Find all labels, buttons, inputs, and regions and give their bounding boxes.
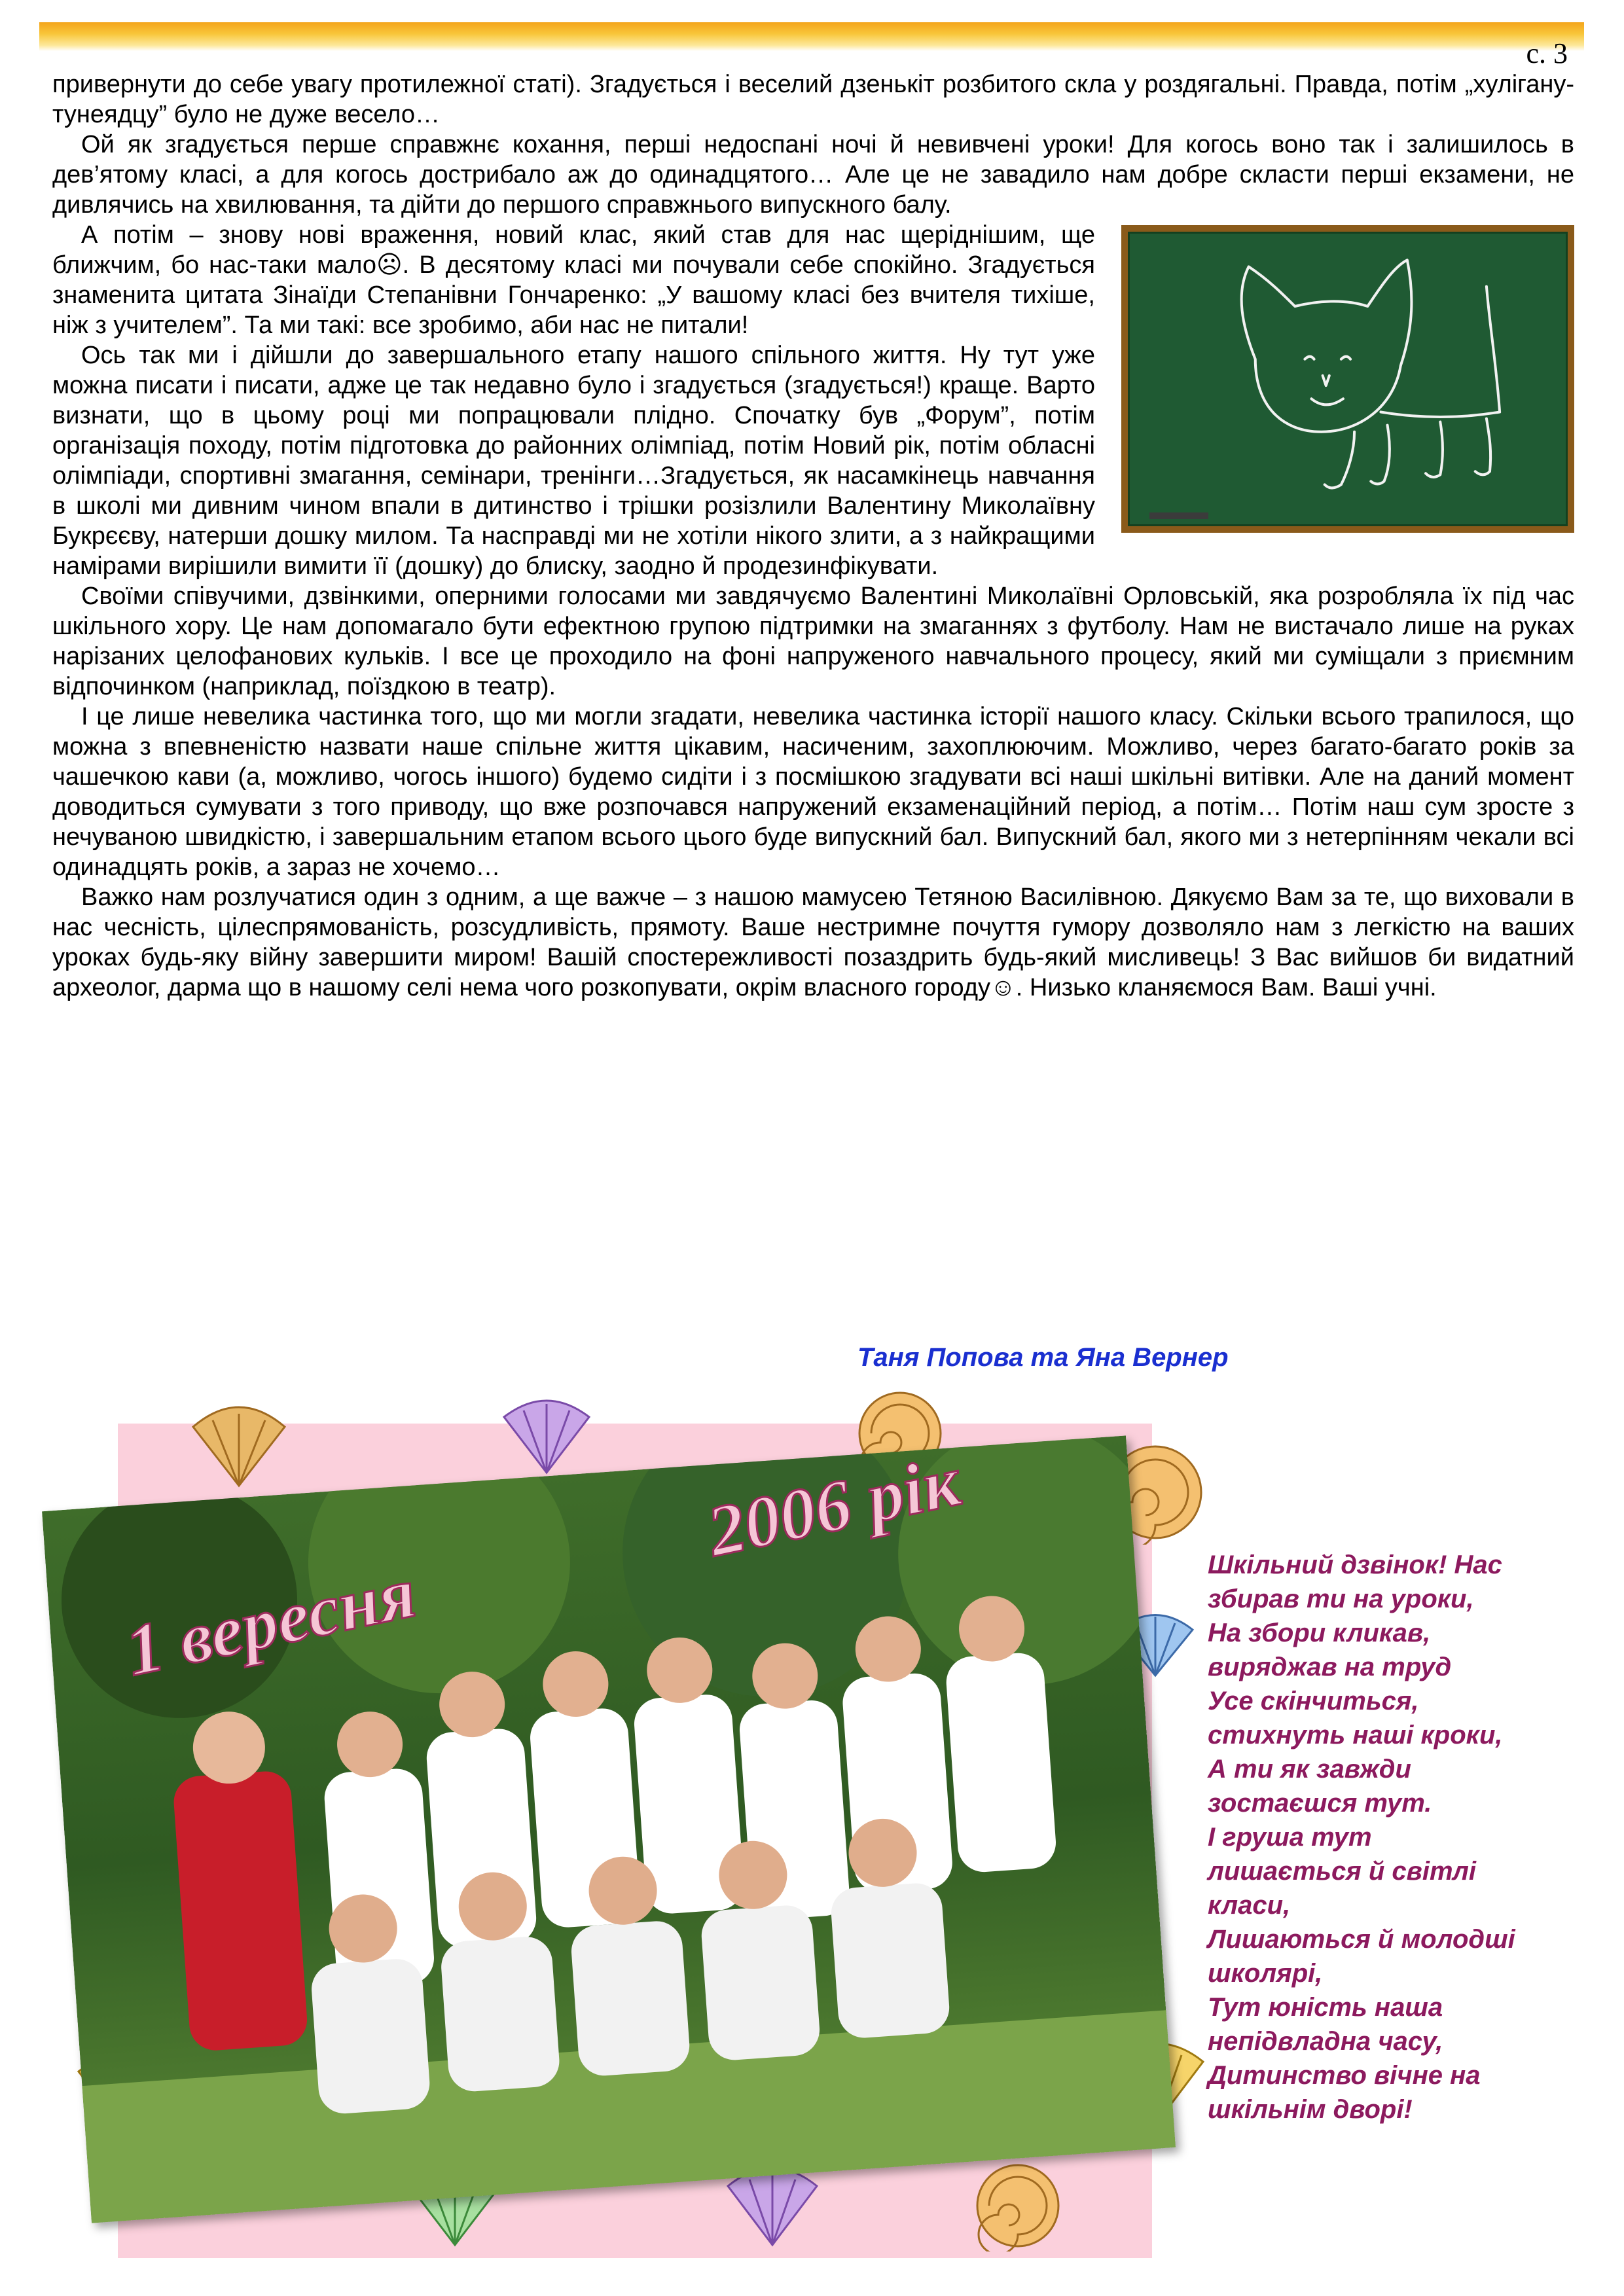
paragraph-1: привернути до себе увагу протилежної статі). Згадується і веселий дзенькіт розбитого скла у роздягальні. Правда, потім „хуліганy-тунеядцу” було не дуже весело…	[52, 71, 1574, 128]
paragraph-4: Ось так ми і дійшли до завершального етапу нашого спільного життя. Ну тут уже можна писати і писати, адже це так недавно було і згадується (згадується!) краще. Варто визнати, що в цьому році ми попрацювали плідно. Спочатку був „Форум”, потім організація походу, потім підготовка до районних олімпіад, потім Новий рік, потім обласні олімпіади, спортивні змагання, семінари, тренінги…Згадується, як насамкінець навчання в школі ми дивним чином впали в дитинство і трішки розізлили Валентину Миколаївну Букрєєву, натерши дошку милом. Та насправді ми не хотіли нікого злити, а з найкращими намірами вирішили вимити її (дошку) до блиску, заодно й продезинфікувати.	[52, 342, 1095, 580]
cat-drawing	[1130, 234, 1566, 524]
article-body	[52, 69, 1574, 1003]
poem-line: Шкільний дзвінок! Нас	[1208, 1551, 1502, 1579]
chalkboard-image	[1121, 225, 1574, 533]
photo-caption-date: 1 вересня	[118, 1552, 423, 1691]
poem-line: непідвладна часу,	[1208, 2027, 1443, 2056]
paragraph-5: Своїми співучими, дзвінкими, оперними голосами ми завдячуємо Валентині Миколаївні Орловській, яка розробляла їх під час шкільного хору. Це нам допомагало бути ефектною групою підтримки на змаганнях з футболу. Нам не вистачало лише на руках нарізаних целофанових кульків. І все це проходило на фоні напруженого навчального процесу, який ми суміщали з приємним відпочинком (наприклад, поїздкою в театр).	[52, 583, 1574, 700]
seashell-icon	[183, 1394, 295, 1492]
photo-caption-year: 2006 рік	[700, 1441, 967, 1572]
chalk-tray	[1149, 512, 1208, 519]
poem-line: виряджав на труд	[1208, 1653, 1452, 1681]
poem-line: школярі,	[1208, 1959, 1323, 1988]
paragraph-7: Важко нам розлучатися один з одним, а ще важче – з нашою мамусею Тетяною Василівною. Дякуємо Вам за те, що виховали в нас чесність, цілеспрямованість, розсудливість, прямоту. Ваше нестримне почуття гумору дозволяло нам з легкістю на ваших уроках будь-яку війну завершити миром! Вашій спостережливості позаздрить будь-який мисливець! З Вас вийшов би видатний археолог, дарма що в нашому селі нема чого розкопувати, окрім власного городу☺. Низько кланяємося Вам. Ваші учні.	[52, 884, 1574, 1001]
article-signature: Таня Попова та Яна Вернер	[857, 1343, 1229, 1372]
poem-line: стихнуть наші кроки,	[1208, 1721, 1503, 1749]
poem-line: шкільнім дворі!	[1208, 2095, 1413, 2124]
poem-line: лишається й світлі	[1208, 1857, 1476, 1886]
seashell-icon	[497, 1388, 596, 1479]
paragraph-2: Ой як згадується перше справжнє кохання, перші недоспані ночі й невивчені уроки! Для когось воно так і залишилось в дев’ятому класі, а для когось дострибало аж до одинадцятого… Але це не завадило нам добре скласти перші екзамени, не дивлячись на хвилювання, та дійти до першого справжнього випускного балу.	[52, 131, 1574, 219]
poem	[1208, 1548, 1587, 2126]
poem-line: Лишаються й молодші	[1208, 1925, 1515, 1954]
poem-line: Тут юність наша	[1208, 1993, 1443, 2022]
seashell-icon	[969, 2160, 1067, 2251]
poem-line: збирав ти на уроки,	[1208, 1585, 1474, 1613]
class-photo	[42, 1435, 1176, 2223]
header-bar	[39, 22, 1584, 51]
poem-line: класи,	[1208, 1891, 1291, 1920]
paragraph-3: А потім – знову нові враження, новий клас, який став для нас щеріднішим, ще ближчим, бо нас-таки мало☹. В десятому класі ми почували себе спокійно. Згадується знаменита цитата Зінаїди Степанівни Гончаренко: „У вашому класі без вчителя тихіше, ніж з учителем”. Та ми такі: все зробимо, аби нас не питали!	[52, 221, 1095, 339]
poem-line: На збори кликав,	[1208, 1619, 1431, 1647]
poem-line: зостаєшся тут.	[1208, 1789, 1432, 1818]
poem-line: Усе скінчиться,	[1208, 1687, 1419, 1715]
poem-line: І груша тут	[1208, 1823, 1372, 1852]
page-number: с. 3	[1526, 37, 1568, 69]
poem-line: А ти як завжди	[1208, 1755, 1411, 1784]
poem-line: Дитинство вічне на	[1208, 2061, 1481, 2090]
paragraph-6: І це лише невелика частинка того, що ми могли згадати, невелика частинка історії нашого класу. Скільки всього трапилося, що можна з впевненістю назвати наше спільне життя цікавим, насиченим, захоплюючим. Можливо, через багато-багато років за чашечкою кави (а, можливо, чогось іншого) будемо сидіти і з посмішкою згадувати всі наші шкільні витівки. Але на даний момент доводиться сумувати з того приводу, що вже розпочався напружений екзаменаційний період, а потім… Потім наш сум зросте з нечуваною швидкістю, і завершальним етапом всього цього буде випускний бал. Випускний бал, якого ми з нетерпінням чекали всі одинадцять років, а зараз не хочемо…	[52, 703, 1574, 881]
